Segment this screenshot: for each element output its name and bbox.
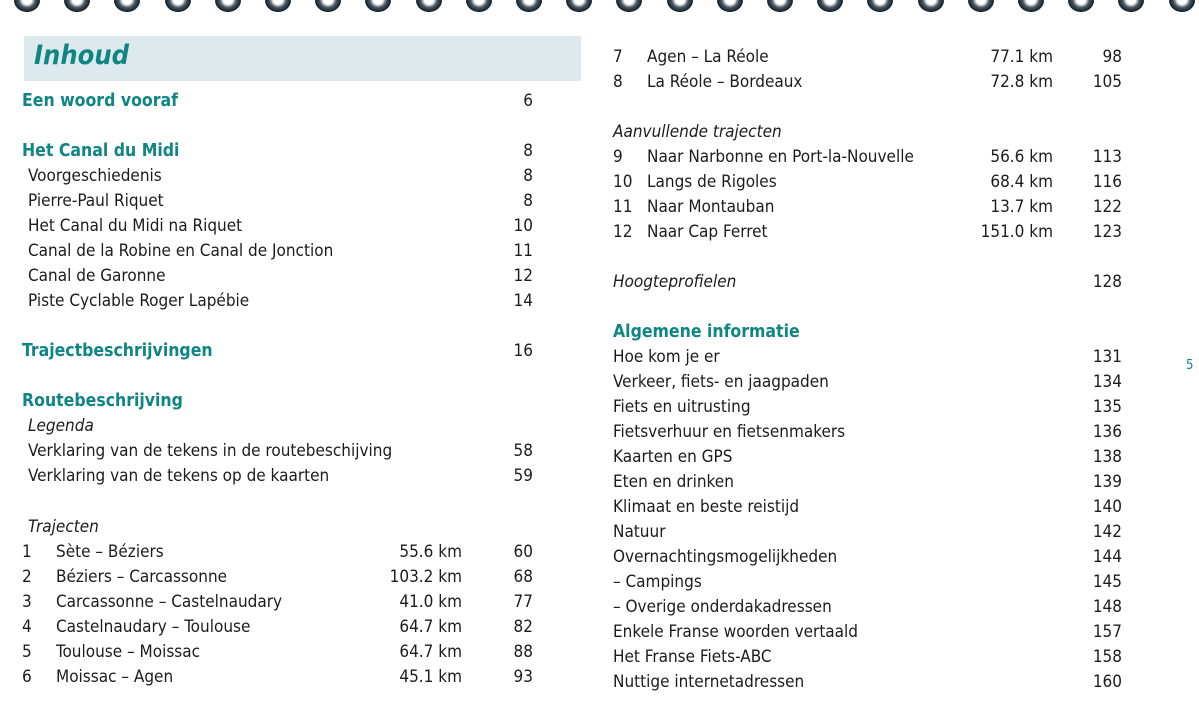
entry-number: 4 [22, 617, 32, 637]
entry-title: Een woord vooraf [22, 91, 178, 111]
entry-distance: 64.7 km [399, 642, 462, 662]
entry-title: La Réole – Bordeaux [647, 72, 803, 92]
entry-number: 2 [22, 567, 32, 587]
entry-page: 139 [1092, 472, 1122, 492]
binding-ring [365, 0, 391, 12]
toc-entry[interactable] [613, 670, 1133, 695]
entry-title: – Campings [613, 572, 702, 592]
entry-number: 5 [22, 642, 32, 662]
entry-distance: 72.8 km [990, 72, 1053, 92]
binding-ring [767, 0, 793, 12]
entry-page: 93 [513, 667, 533, 687]
subsection-aanvullende-trajecten-text: Aanvullende trajecten [613, 122, 782, 142]
traject-entry[interactable] [22, 615, 542, 640]
entry-title: Nuttige internetadressen [613, 672, 805, 692]
subsection-legenda-text: Legenda [28, 416, 94, 436]
toc-entry[interactable] [22, 464, 542, 489]
entry-page: 134 [1092, 372, 1122, 392]
toc-entry[interactable] [613, 570, 1133, 595]
traject-entry[interactable] [613, 220, 1133, 245]
entry-title: Béziers – Carcassonne [56, 567, 228, 587]
entry-page: 128 [1092, 272, 1122, 292]
section-algemene-informatie-text: Algemene informatie [613, 322, 800, 342]
toc-entry[interactable] [613, 645, 1133, 670]
binding-ring [1169, 0, 1195, 12]
entry-page: 88 [513, 642, 533, 662]
subsection-aanvullende-trajecten [613, 120, 1133, 145]
entry-page: 8 [523, 166, 533, 186]
entry-page: 116 [1092, 172, 1122, 192]
toc-entry[interactable] [613, 345, 1133, 370]
entry-title: Hoe kom je er [613, 347, 720, 367]
binding-ring [516, 0, 542, 12]
entry-page: 11 [513, 241, 533, 261]
entry-number: 12 [613, 222, 633, 242]
entry-title: Trajectbeschrijvingen [22, 341, 213, 361]
section-hoogteprofielen[interactable] [613, 270, 1133, 295]
entry-title: Verklaring van de tekens op de kaarten [28, 466, 330, 486]
entry-distance: 77.1 km [990, 47, 1053, 67]
page-number: 5 [1186, 358, 1194, 373]
toc-entry[interactable] [613, 520, 1133, 545]
entry-page: 123 [1092, 222, 1122, 242]
toc-entry[interactable] [22, 264, 542, 289]
binding-ring [968, 0, 994, 12]
entry-title: Het Canal du Midi na Riquet [28, 216, 243, 236]
binding-ring [1068, 0, 1094, 12]
entry-title: Natuur [613, 522, 666, 542]
entry-page: 142 [1092, 522, 1122, 542]
toc-entry[interactable] [613, 395, 1133, 420]
entry-page: 82 [513, 617, 533, 637]
binding-ring [667, 0, 693, 12]
toc-entry[interactable] [613, 495, 1133, 520]
binding-ring [1118, 0, 1144, 12]
binding-ring [566, 0, 592, 12]
section-een-woord-vooraf[interactable] [22, 89, 542, 114]
toc-entry[interactable] [613, 470, 1133, 495]
entry-page: 77 [513, 592, 533, 612]
entry-distance: 103.2 km [389, 567, 462, 587]
binding-ring [1018, 0, 1044, 12]
section-routebeschrijving-text: Routebeschrijving [22, 391, 183, 411]
entry-page: 16 [513, 341, 533, 361]
traject-entry[interactable] [613, 195, 1133, 220]
binding-ring [616, 0, 642, 12]
entry-page: 158 [1092, 647, 1122, 667]
entry-distance: 68.4 km [990, 172, 1053, 192]
entry-distance: 45.1 km [399, 667, 462, 687]
entry-page: 138 [1092, 447, 1122, 467]
title-bar [24, 36, 581, 81]
entry-number: 11 [613, 197, 633, 217]
section-canal-du-midi[interactable] [22, 139, 542, 164]
toc-entry[interactable] [613, 420, 1133, 445]
binding-ring [64, 0, 90, 12]
toc-entry[interactable] [613, 545, 1133, 570]
entry-title: Canal de la Robine en Canal de Jonction [28, 241, 334, 261]
toc-entry[interactable] [22, 214, 542, 239]
entry-title: Agen – La Réole [647, 47, 769, 67]
entry-page: 136 [1092, 422, 1122, 442]
binding-ring [14, 0, 40, 12]
entry-page: 140 [1092, 497, 1122, 517]
binding-ring [918, 0, 944, 12]
toc-entry[interactable] [613, 370, 1133, 395]
binding-ring [215, 0, 241, 12]
page-title: Inhoud [34, 40, 130, 71]
entry-page: 8 [523, 191, 533, 211]
entry-title: Overnachtingsmogelijkheden [613, 547, 838, 567]
spacer [22, 364, 542, 389]
spacer [613, 245, 1133, 270]
toc-entry[interactable] [613, 445, 1133, 470]
entry-title: Het Canal du Midi [22, 141, 180, 161]
section-trajectbeschrijvingen[interactable] [22, 339, 542, 364]
entry-number: 6 [22, 667, 32, 687]
binding-ring [165, 0, 191, 12]
entry-title: Klimaat en beste reistijd [613, 497, 800, 517]
entry-title: Toulouse – Moissac [56, 642, 201, 662]
binding-ring [717, 0, 743, 12]
entry-page: 122 [1092, 197, 1122, 217]
entry-title: Het Franse Fiets-ABC [613, 647, 772, 667]
traject-entry[interactable] [613, 170, 1133, 195]
entry-title: Naar Narbonne en Port-la-Nouvelle [647, 147, 914, 167]
entry-page: 113 [1092, 147, 1122, 167]
binding-ring [466, 0, 492, 12]
toc-entry[interactable] [22, 289, 542, 314]
spiral-binding [0, 0, 1199, 18]
entry-title: Pierre-Paul Riquet [28, 191, 164, 211]
entry-page: 105 [1092, 72, 1122, 92]
binding-ring [867, 0, 893, 12]
subsection-trajecten-text: Trajecten [28, 517, 99, 537]
subsection-legenda [22, 414, 542, 439]
entry-title: Voorgeschiedenis [28, 166, 162, 186]
entry-title: Naar Cap Ferret [647, 222, 768, 242]
entry-number: 10 [613, 172, 633, 192]
entry-page: 160 [1092, 672, 1122, 692]
entry-title: Fietsverhuur en fietsenmakers [613, 422, 846, 442]
entry-page: 60 [513, 542, 533, 562]
entry-distance: 55.6 km [399, 542, 462, 562]
entry-title: Piste Cyclable Roger Lapébie [28, 291, 250, 311]
traject-entry[interactable] [22, 540, 542, 565]
traject-entry[interactable] [613, 45, 1133, 70]
entry-title: Naar Montauban [647, 197, 775, 217]
toc-entry[interactable] [613, 595, 1133, 620]
toc-entry[interactable] [22, 239, 542, 264]
entry-title: Enkele Franse woorden vertaald [613, 622, 859, 642]
entry-distance: 64.7 km [399, 617, 462, 637]
entry-title: Verklaring van de tekens in de routebeschijving [28, 441, 393, 461]
traject-entry[interactable] [613, 70, 1133, 95]
entry-number: 1 [22, 542, 32, 562]
entry-page: 12 [513, 266, 533, 286]
traject-entry[interactable] [22, 640, 542, 665]
spacer [22, 489, 542, 515]
section-algemene-informatie [613, 320, 1133, 345]
toc-right-column [613, 45, 1133, 695]
toc-left-column [22, 89, 542, 690]
entry-page: 131 [1092, 347, 1122, 367]
entry-title: – Overige onderdakadressen [613, 597, 832, 617]
entry-title: Langs de Rigoles [647, 172, 777, 192]
entry-title: Verkeer, fiets- en jaagpaden [613, 372, 829, 392]
entry-number: 3 [22, 592, 32, 612]
binding-ring [114, 0, 140, 12]
spacer [22, 114, 542, 139]
entry-title: Moissac – Agen [56, 667, 174, 687]
toc-entry[interactable] [22, 164, 542, 189]
entry-page: 68 [513, 567, 533, 587]
entry-page: 98 [1102, 47, 1122, 67]
subsection-trajecten [22, 515, 542, 540]
entry-number: 8 [613, 72, 623, 92]
entry-title: Fiets en uitrusting [613, 397, 751, 417]
entry-page: 59 [513, 466, 533, 486]
entry-title: Sète – Béziers [56, 542, 164, 562]
binding-ring [265, 0, 291, 12]
entry-page: 145 [1092, 572, 1122, 592]
entry-distance: 151.0 km [980, 222, 1053, 242]
entry-page: 6 [523, 91, 533, 111]
entry-page: 8 [523, 141, 533, 161]
entry-page: 148 [1092, 597, 1122, 617]
entry-distance: 41.0 km [399, 592, 462, 612]
spacer [613, 95, 1133, 120]
entry-title: Carcassonne – Castelnaudary [56, 592, 283, 612]
entry-distance: 56.6 km [990, 147, 1053, 167]
entry-page: 14 [513, 291, 533, 311]
entry-page: 135 [1092, 397, 1122, 417]
entry-page: 157 [1092, 622, 1122, 642]
toc-entry[interactable] [22, 439, 542, 464]
entry-distance: 13.7 km [990, 197, 1053, 217]
traject-entry[interactable] [613, 145, 1133, 170]
entry-title: Castelnaudary – Toulouse [56, 617, 251, 637]
entry-number: 9 [613, 147, 623, 167]
spacer [613, 295, 1133, 320]
entry-title: Canal de Garonne [28, 266, 166, 286]
entry-page: 10 [513, 216, 533, 236]
entry-page: 58 [513, 441, 533, 461]
entry-title: Hoogteprofielen [613, 272, 737, 292]
traject-entry[interactable] [22, 665, 542, 690]
spacer [22, 314, 542, 339]
entry-title: Kaarten en GPS [613, 447, 733, 467]
binding-ring [817, 0, 843, 12]
entry-page: 144 [1092, 547, 1122, 567]
toc-entry[interactable] [613, 620, 1133, 645]
toc-entry[interactable] [22, 189, 542, 214]
entry-title: Eten en drinken [613, 472, 734, 492]
binding-ring [315, 0, 341, 12]
binding-ring [416, 0, 442, 12]
section-routebeschrijving [22, 389, 542, 414]
traject-entry[interactable] [22, 565, 542, 590]
entry-number: 7 [613, 47, 623, 67]
traject-entry[interactable] [22, 590, 542, 615]
